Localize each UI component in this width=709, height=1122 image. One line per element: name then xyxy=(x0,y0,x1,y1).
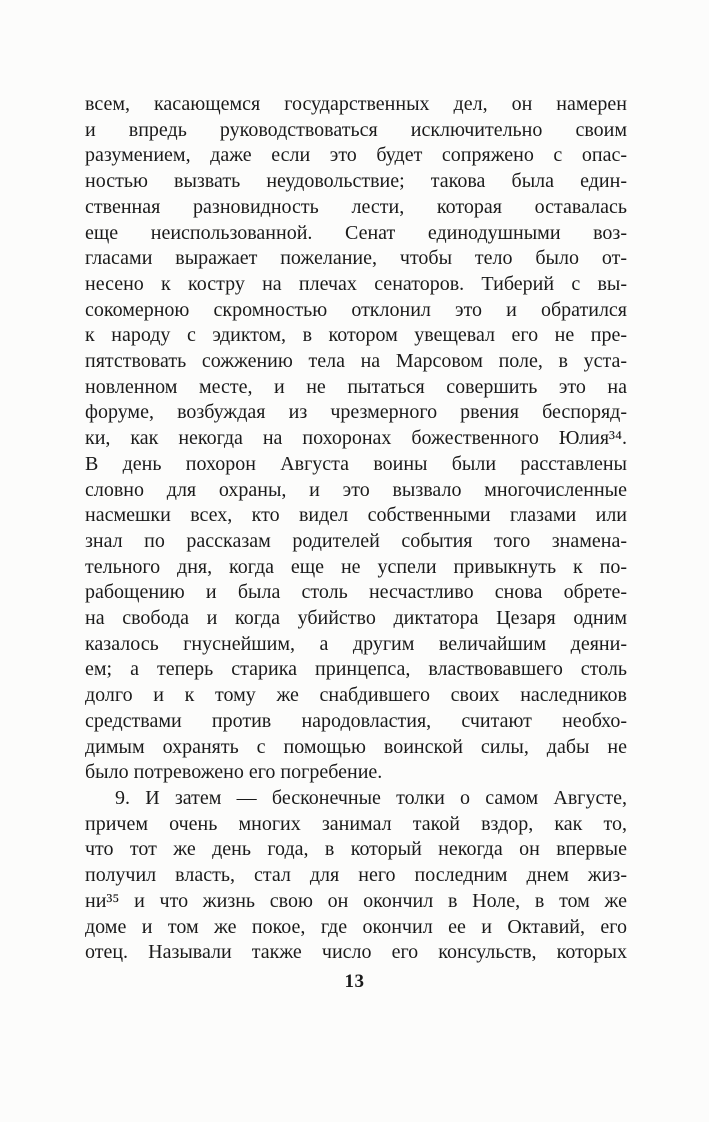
text-line: и впредь руководствоваться исключительно своим xyxy=(85,118,627,141)
paragraph xyxy=(85,786,627,966)
text-line: всем, касающемся государственных дел, он намерен xyxy=(85,93,627,115)
text-line: словно для охраны, и это вызвало многочисленные xyxy=(85,478,627,501)
text-line: ственная разновидность лести, которая оставалась xyxy=(85,195,627,218)
text-line: димым охранять с помощью воинской силы, дабы не xyxy=(85,735,627,758)
text-line: форуме, возбуждая из чрезмерного рвения беспоряд- xyxy=(85,401,627,424)
text-line: ностью вызвать неудовольствие; такова была един- xyxy=(85,170,627,193)
text-line: тельного дня, когда еще не успели привыкнуть к по- xyxy=(85,555,627,578)
text-line: гласами выражает пожелание, чтобы тело было от- xyxy=(85,247,627,270)
text-line: разумением, даже если это будет сопряжено с опас- xyxy=(85,144,627,167)
text-line: к народу с эдиктом, в котором увещевал его не пре- xyxy=(85,324,627,347)
text-line: пятствовать сожжению тела на Марсовом поле, в уста- xyxy=(85,350,627,373)
text-line: казалось гнуснейшим, а другим величайшим деяни- xyxy=(85,632,627,655)
text-line: было потревожено его погребение. xyxy=(85,761,383,784)
text-line: ки, как некогда на похоронах божественного Юлия³⁴. xyxy=(85,427,627,450)
text-line: ем; а теперь старика принцепса, властвовавшего столь xyxy=(85,658,627,681)
text-line: 9. И затем — бесконечные толки о самом Августе, xyxy=(115,786,627,809)
text-block xyxy=(85,92,627,966)
text-line: несено к костру на плечах сенаторов. Тиберий с вы- xyxy=(85,272,627,295)
text-line: рабощению и была столь несчастливо снова обрете- xyxy=(85,581,627,604)
paragraph xyxy=(85,92,627,786)
text-line: отец. Называли также число его консульств, которых xyxy=(85,941,627,964)
text-line: новленном месте, и не пытаться совершить это на xyxy=(85,375,627,398)
text-line: что тот же день года, в который некогда он впервые xyxy=(85,838,627,861)
text-line: на свобода и когда убийство диктатора Цезаря одним xyxy=(85,607,627,630)
text-line: доме и том же покое, где окончил ее и Октавий, его xyxy=(85,915,627,938)
text-line: еще неиспользованной. Сенат единодушными воз- xyxy=(85,221,627,244)
text-line: В день похорон Августа воины были расставлены xyxy=(85,452,627,475)
text-line: средствами против народовластия, считают необхо- xyxy=(85,709,627,732)
text-line: причем очень многих занимал такой вздор, как то, xyxy=(85,812,627,835)
page-number: 13 xyxy=(344,971,365,992)
text-line: знал по рассказам родителей события того знамена- xyxy=(85,529,627,552)
text-line: сокомерною скромностью отклонил это и обратился xyxy=(85,298,627,321)
text-line: получил власть, стал для него последним днем жиз- xyxy=(85,864,627,887)
text-line: ни³⁵ и что жизнь свою он окончил в Ноле, в том же xyxy=(85,889,627,912)
text-line: насмешки всех, кто видел собственными глазами или xyxy=(85,504,627,527)
text-line: долго и к тому же снабдившего своих наследников xyxy=(85,684,627,707)
